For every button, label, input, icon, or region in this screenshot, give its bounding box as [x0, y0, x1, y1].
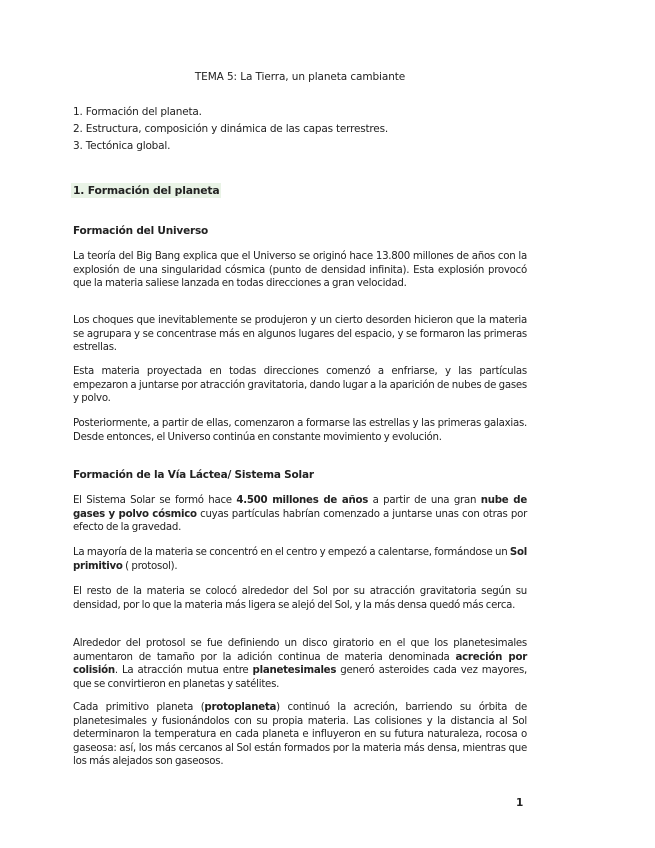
page-number: 1: [516, 797, 524, 809]
toc-item: 2. Estructura, composición y dinámica de las capas terrestres.: [73, 123, 388, 135]
paragraph: Esta materia proyectada en todas direcciones comenzó a enfriarse, y las partículas empezaron a juntarse por atracción gravitatoria, dando lugar a la aparición de nubes de gases y polvo.: [73, 366, 527, 404]
paragraph: El resto de la materia se colocó alrededor del Sol por su atracción gravitatoria según su densidad, por lo que la materia más ligera se alejó del Sol, y la más densa quedó más cerca.: [73, 586, 527, 611]
toc-item: 3. Tectónica global.: [73, 140, 171, 152]
subsection-heading-sistema-solar: Formación de la Vía Láctea/ Sistema Solar: [73, 469, 314, 481]
paragraph: Alrededor del protosol se fue definiendo un disco giratorio en el que los planetesimales aumentaron de tamaño por la adición continua de materia denominada acreción por colisión. La atracción mutua entre planetesimales generó asteroides cada vez mayores, que se convirtieron en planetas y satélites.: [73, 638, 527, 690]
paragraph: Los choques que inevitablemente se produjeron y un cierto desorden hicieron que la materia se agrupara y se concentrase más en algunos lugares del espacio, y se formaron las primeras estrellas.: [73, 315, 527, 353]
paragraph: Posteriormente, a partir de ellas, comenzaron a formarse las estrellas y las primeras galaxias. Desde entonces, el Universo continúa en constante movimiento y evolución.: [73, 418, 527, 443]
subsection-heading-universo: Formación del Universo: [73, 225, 209, 237]
toc-item: 1. Formación del planeta.: [73, 106, 202, 118]
paragraph: La teoría del Big Bang explica que el Universo se originó hace 13.800 millones de años con la explosión de una singularidad cósmica (punto de densidad infinita). Esta explosión provocó que la materia saliese lanzada en todas direcciones a gran velocidad.: [73, 251, 527, 289]
table-of-contents: [73, 104, 388, 155]
paragraph: La mayoría de la materia se concentró en el centro y empezó a calentarse, formándose un Sol primitivo ( protosol).: [73, 547, 527, 572]
paragraph: El Sistema Solar se formó hace 4.500 millones de años a partir de una gran nube de gases y polvo cósmico cuyas partículas habrían comenzado a juntarse unas con otras por efecto de la gravedad.: [73, 495, 528, 533]
paragraph: Cada primitivo planeta (protoplaneta) continuó la acreción, barriendo su órbita de planetesimales y fusionándolos con su propia materia. Las colisiones y la distancia al Sol determinaron la temperatura en cada planeta e influyeron en su futura naturaleza, rocosa o gaseosa: así, los más cercanos al Sol están formados por la materia más densa, mientras que los más alejados son gaseosos.: [73, 702, 527, 767]
section-heading: 1. Formación del planeta: [73, 184, 220, 197]
document-title: TEMA 5: La Tierra, un planeta cambiante: [194, 71, 406, 83]
